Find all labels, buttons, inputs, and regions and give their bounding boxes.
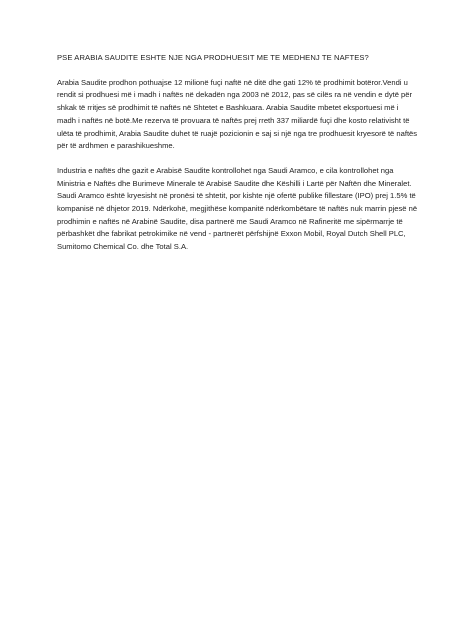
paragraph-2: Industria e naftës dhe gazit e Arabisë Saudite kontrollohet nga Saudi Aramco, e cila kontrollohet nga Ministria e Naftës dhe Burimeve Minerale të Arabisë Saudite dhe Këshilli i Lartë për Naftën dhe Mineralet. Saudi Aramco është kryesisht në pronësi të shtetit, por kishte një ofertë publike fillestare (IPO) prej 1.5% të kompanisë në dhjetor 2019. Ndërkohë, megjithëse kompanitë ndërkombëtare të naftës nuk marrin pjesë në prodhimin e naftës në Arabinë Saudite, disa partnerë me Saudi Aramco në Rafineritë me sipërmarrje të përbashkët dhe fabrikat petrokimike në vend - partnerët përfshijnë Exxon Mobil, Royal Dutch Shell PLC, Sumitomo Chemical Co. dhe Total S.A. xyxy=(57,165,418,252)
document-body xyxy=(57,52,419,266)
document-title: PSE ARABIA SAUDITE ESHTE NJE NGA PRODHUESIT ME TE MEDHENJ TE NAFTES? xyxy=(57,53,369,62)
paragraph-1: Arabia Saudite prodhon pothuajse 12 milionë fuçi naftë në ditë dhe gati 12% të prodhimit botëror.Vendi u rendit si prodhuesi më i madh i naftës në dekadën nga 2003 në 2012, pas së cilës ra në vendin e dytë për shkak të rritjes së prodhimit të naftës në Shtetet e Bashkuara. Arabia Saudite mbetet eksportuesi më i madh i naftës në botë.Me rezerva të provuara të naftës prej rreth 337 miliardë fuçi dhe kosto relativisht të ulëta të prodhimit, Arabia Saudite duhet të ruajë pozicionin e saj si një nga tre prodhuesit kryesorë të naftës për të ardhmen e parashikueshme. xyxy=(57,77,418,151)
